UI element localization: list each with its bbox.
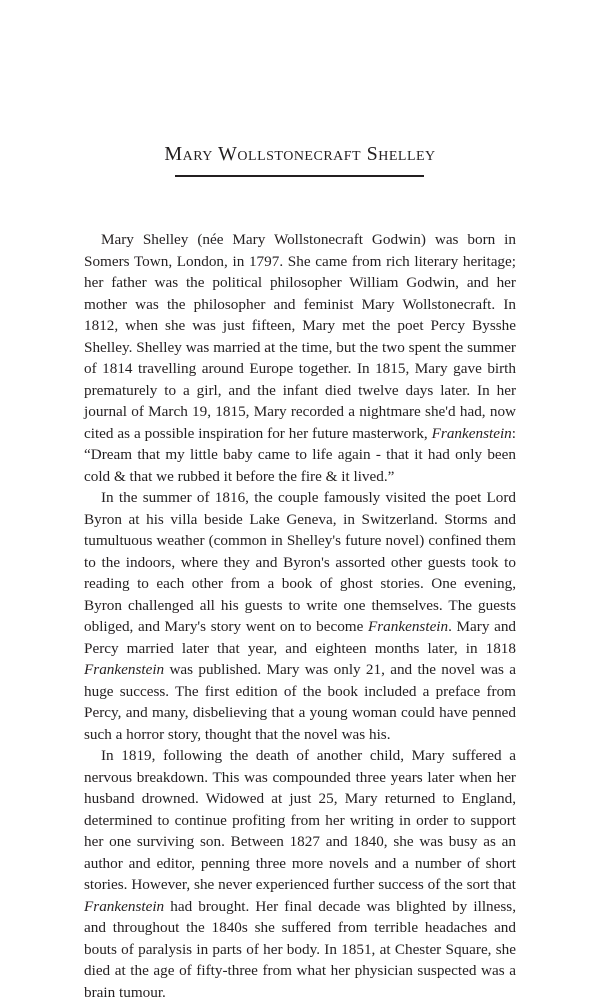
book-title-italic: Frankenstein [84,661,165,678]
paragraph-3 [84,745,516,1003]
text-run: was published. Mary was only 21, and the novel was a huge success. The first edition of the book included a preface from Percy, and many, disbelieving that a young woman could have penned such a horror story, thought that the novel was his. [84,661,516,743]
title-underline-rule [175,175,424,177]
text-run: In 1819, following the death of another child, Mary suffered a nervous breakdown. This was compounded three years later when her husband drowned. Widowed at just 25, Mary returned to England, determined to continue profiting from her writing in order to support her one surviving son. Between 1827 and 1840, she was busy as an author and editor, penning three more novels and a number of short stories. However, she never experienced further success of the sort that [84,747,516,893]
book-title-italic: Frankenstein [367,618,449,635]
text-run: . Mary and Percy married later that year, and eighteen months later, in 1818 [84,618,517,657]
book-title-italic: Frankenstein [431,424,512,442]
chapter-title: Mary Wollstonecraft Shelley [164,143,436,165]
text-run: Mary Shelley (née Mary Wollstonecraft Godwin) was born in Somers Town, London, in 1797. She came from rich literary heritage; her father was the political philosopher William Godwin, and her mother was the philosopher and feminist Mary Wollstonecraft. In 1812, when she was just fifteen, Mary met the poet Percy Bysshe Shelley. Shelley was married at the time, but the two spent the summer of 1814 travelling around Europe together. In 1815, Mary gave birth prematurely to a girl, and the infant died twelve days later. In her journal of March 19, 1815, Mary recorded a nightmare she'd had, now cited as a possible inspiration for her future masterwork, [84,231,516,442]
text-run: had brought. Her final decade was blighted by illness, and throughout the 1840s she suffered from terrible headaches and bouts of paralysis in parts of her body. In 1851, at Chester Square, she died at the age of fifty-three from what her physician suspected was a brain tumour. [84,897,516,1001]
text-run: In the summer of 1816, the couple famously visited the poet Lord Byron at his villa beside Lake Geneva, in Switzerland. Storms and tumultuous weather (common in Shelley's future novel) confined them to the indoors, where they and Byron's assorted other guests took to reading to each other from a book of ghost stories. One evening, Byron challenged all his guests to write one themselves. The guests obliged, and Mary's story went on to become [84,489,516,635]
body-text [84,229,516,1003]
book-title-italic: Frankenstein [84,897,165,915]
paragraph-2 [84,487,516,745]
text-run: : “Dream that my little baby came to life again - that it had only been cold & that we rubbed it before the fire & it lived.” [84,424,516,485]
paragraph-1 [84,229,516,487]
